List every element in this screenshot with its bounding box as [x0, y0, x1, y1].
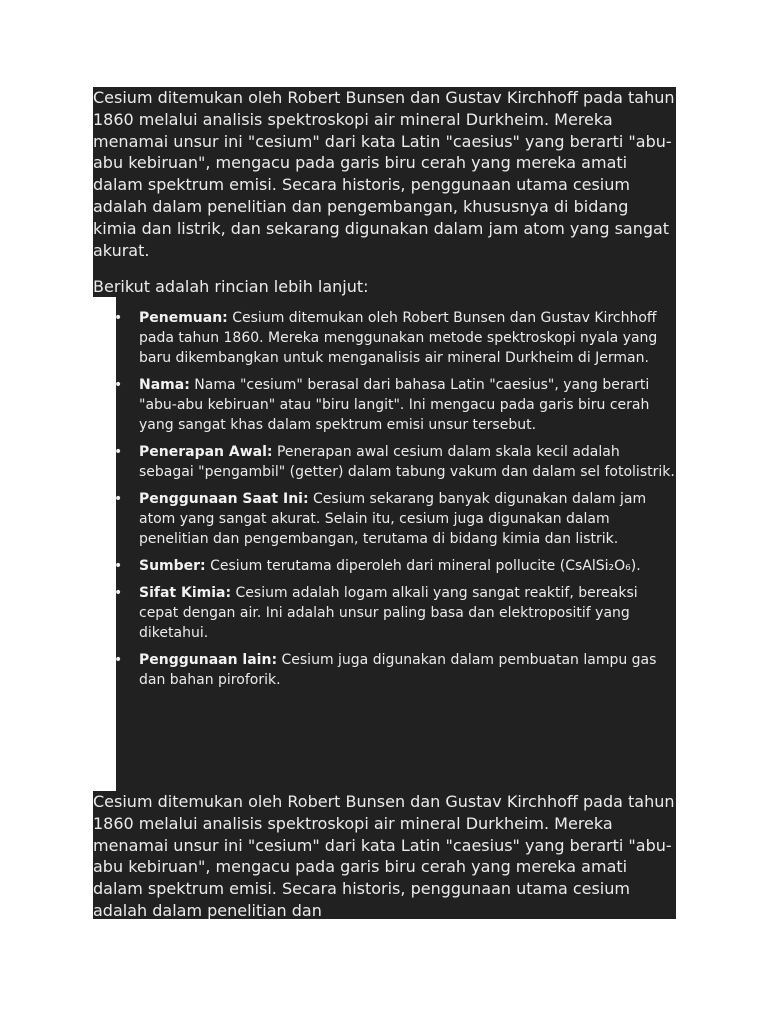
list-item-term: Penggunaan lain:: [139, 652, 278, 668]
list-item-text: Cesium adalah logam alkali yang sangat reaktif, bereaksi cepat dengan air. Ini adalah unsur paling basa dan elektropositif yang diketahui.: [139, 585, 638, 641]
paragraph-bottom: Cesium ditemukan oleh Robert Bunsen dan Gustav Kirchhoff pada tahun 1860 melalui analisis spektroskopi air mineral Durkheim. Mereka menamai unsur ini "cesium" dari kata Latin "caesius" yang berarti "abu-abu kebiruan", mengacu pada garis biru cerah yang mereka amati dalam spektrum emisi. Secara historis, penggunaan utama cesium adalah dalam penelitian dan: [93, 792, 675, 919]
paragraph-top: Cesium ditemukan oleh Robert Bunsen dan Gustav Kirchhoff pada tahun 1860 melalui analisis spektroskopi air mineral Durkheim. Mereka menamai unsur ini "cesium" dari kata Latin "caesius" yang berarti "abu-abu kebiruan", mengacu pada garis biru cerah yang mereka amati dalam spektrum emisi. Secara historis, penggunaan utama cesium adalah dalam penelitian dan pengembangan, khususnya di bidang kimia dan listrik, dan sekarang digunakan dalam jam atom yang sangat akurat.: [93, 88, 675, 260]
bullet-icon: •: [114, 652, 123, 668]
intro-text: Berikut adalah rincian lebih lanjut:: [93, 276, 676, 297]
list-item: [93, 442, 676, 482]
list-item-term: Sifat Kimia:: [139, 585, 232, 601]
list-item-text: Cesium sekarang banyak digunakan dalam jam atom yang sangat akurat. Selain itu, cesium juga digunakan dalam penelitian dan pengembangan, terutama di bidang kimia dan listrik.: [139, 491, 647, 547]
bullet-icon: •: [114, 444, 123, 460]
list-item: [93, 583, 676, 643]
bullet-icon: •: [114, 377, 123, 393]
bullet-icon: •: [114, 310, 123, 326]
list-item: [93, 489, 676, 549]
bullet-icon: •: [114, 491, 123, 507]
list-item-text: Cesium terutama diperoleh dari mineral pollucite (CsAlSi₂O₆).: [205, 558, 641, 574]
list-item: [93, 375, 676, 435]
list-item-term: Penemuan:: [139, 310, 228, 326]
details-list: [93, 308, 676, 697]
list-item-term: Penggunaan Saat Ini:: [139, 491, 309, 507]
paragraph-block-top: [93, 87, 676, 297]
bullet-icon: •: [114, 558, 123, 574]
list-item-text: Nama "cesium" berasal dari bahasa Latin "caesius", yang berarti "abu-abu kebiruan" atau "biru langit". Ini mengacu pada garis biru cerah yang sangat khas dalam spektrum emisi unsur tersebut.: [139, 377, 650, 433]
list-item: [93, 650, 676, 690]
list-item: [93, 308, 676, 368]
list-item-text: Cesium juga digunakan dalam pembuatan lampu gas dan bahan piroforik.: [139, 652, 657, 688]
list-item: [93, 556, 676, 576]
list-item-text: Penerapan awal cesium dalam skala kecil adalah sebagai "pengambil" (getter) dalam tabung vakum dan dalam sel fotolistrik.: [139, 444, 675, 480]
bullet-icon: •: [114, 585, 123, 601]
list-item-text: Cesium ditemukan oleh Robert Bunsen dan Gustav Kirchhoff pada tahun 1860. Mereka menggunakan metode spektroskopi nyala yang baru dikembangkan untuk menganalisis air mineral Durkheim di Jerman.: [139, 310, 658, 366]
list-item-term: Sumber:: [139, 558, 206, 574]
paragraph-block-bottom: [93, 791, 676, 919]
list-item-term: Penerapan Awal:: [139, 444, 273, 460]
list-item-term: Nama:: [139, 377, 190, 393]
